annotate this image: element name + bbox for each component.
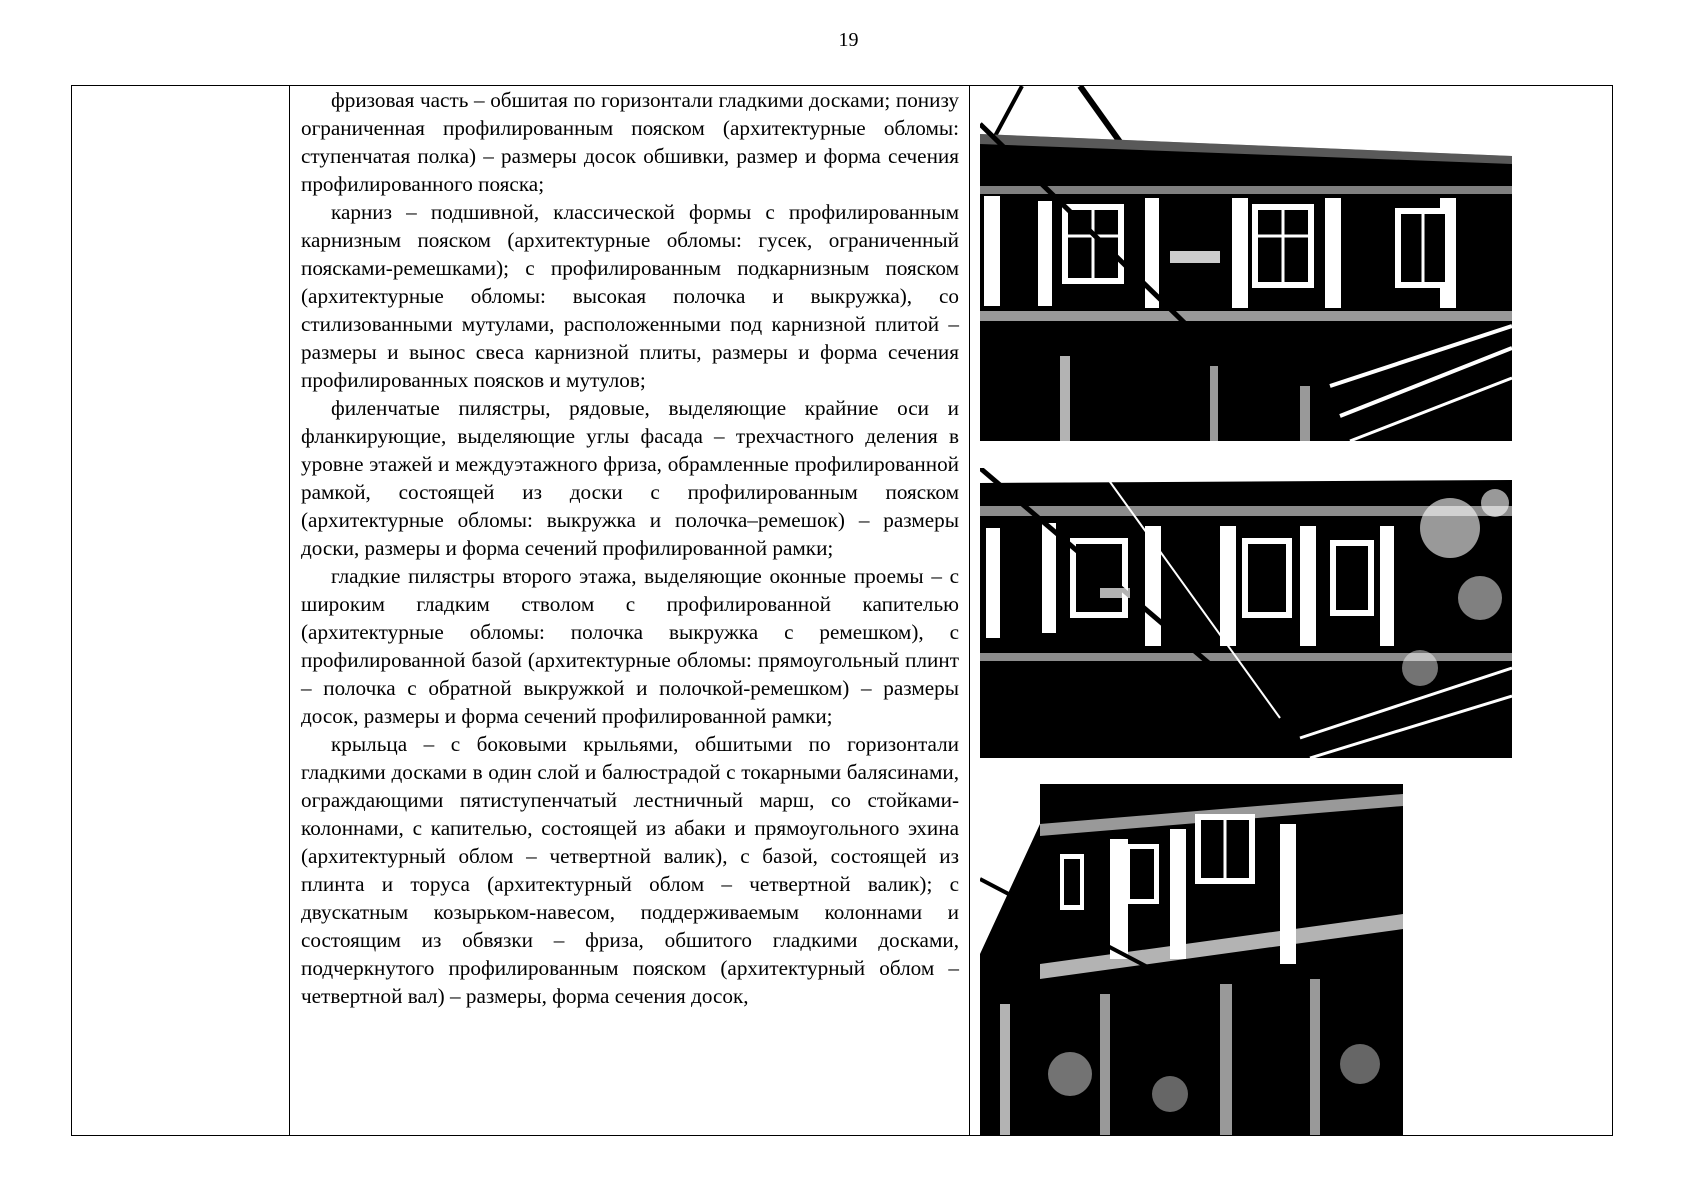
table-cell-description [290, 86, 970, 1135]
description-table [71, 85, 1613, 1136]
paragraph-porches: крыльца – с боковыми крыльями, обшитыми по горизонтали гладкими досками в один слой и балюстрадой с токарными балясинами, ограждающими пятиступенчатый лестничный марш, со стойками-колоннами, с капителью, состоящей из абаки и прямоугольного эхина (архитектурный облом – четвертной валик), с базой, состоящей из плинта и торуса (архитектурный облом – четвертной валик); с двускатным козырьком-навесом, поддерживаемым колоннами и состоящим из обвязки – фриза, обшитого гладкими досками, подчеркнутого профилированным пояском (архитектурный облом – четвертной вал) – размеры, форма сечения досок, [301, 732, 959, 1008]
facade-photo-1 [980, 86, 1512, 441]
facade-photo-3 [980, 784, 1403, 1135]
table-cell-photos [970, 86, 1612, 1135]
paragraph-panel-pilasters: филенчатые пилястры, рядовые, выделяющие крайние оси и фланкирующие, выделяющие углы фасада – трехчастного деления в уровне этажей и междуэтажного фриза, обрамленные профилированной рамкой, состоящей из доски с профилированным пояском (архитектурные обломы: выкружка и полочка–ремешок) – размеры доски, размеры и форма сечений профилированной рамки; [301, 396, 959, 560]
paragraph-smooth-pilasters: гладкие пилястры второго этажа, выделяющие оконные проемы – с широким гладким стволом с профилированной капителью (архитектурные обломы: полочка выкружка с ремешком), с профилированной базой (архитектурные обломы: прямоугольный плинт – полочка с обратной выкружкой и полочкой-ремешком) – размеры досок, размеры и форма сечений профилированной рамки; [301, 564, 959, 728]
facade-photo-2 [980, 468, 1512, 758]
table-cell-empty [72, 86, 290, 1135]
page-number: 19 [838, 29, 859, 51]
paragraph-frieze: фризовая часть – обшитая по горизонтали гладкими досками; понизу ограниченная профилированным пояском (архитектурные обломы: ступенчатая полка) – размеры досок обшивки, размер и форма сечения профилированного пояска; [301, 88, 959, 196]
paragraph-cornice: карниз – подшивной, классической формы с профилированным карнизным пояском (архитектурные обломы: гусек, ограниченный поясками-ремешками); с профилированным подкарнизным пояском (архитектурные обломы: высокая полочка и выкружка), со стилизованными мутулами, расположенными под карнизной плитой – размеры и вынос свеса карнизной плиты, размеры и форма сечения профилированных поясков и мутулов; [301, 200, 959, 392]
